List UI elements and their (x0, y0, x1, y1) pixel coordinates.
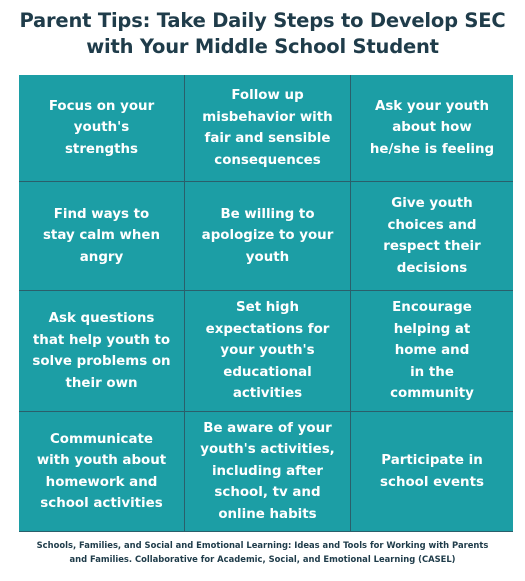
tip-text: Set high expectations for your youth's educational activities (205, 300, 330, 402)
tip-communicate (19, 412, 184, 531)
tips-grid (19, 75, 513, 532)
tip-follow-up-misbehavior (185, 75, 350, 181)
tip-text: Encourage helping at home and in the community (390, 300, 474, 402)
tip-text: Be willing to apologize to your youth (201, 206, 334, 265)
tip-text: Give youth choices and respect their decisions (383, 196, 481, 276)
tip-encourage-helping (351, 291, 513, 411)
tip-text: Be aware of your youth's activities, including after school, tv and online habits (200, 420, 335, 522)
tip-text: Follow up misbehavior with fair and sensible consequences (202, 88, 333, 168)
tip-focus-on-strengths (19, 75, 184, 181)
tip-ask-questions (19, 291, 184, 411)
tip-text: Communicate with youth about homework and school activities (36, 431, 167, 511)
tip-text: Participate in school events (380, 453, 484, 490)
citation-line-1: Schools, Families, and Social and Emotional Learning: Ideas and Tools for Working with Parents (36, 540, 489, 550)
tip-ask-about-feelings (351, 75, 513, 181)
tip-text: Focus on your youth's strengths (48, 98, 155, 157)
page-title (0, 8, 525, 60)
tip-text: Find ways to stay calm when angry (42, 206, 161, 265)
tip-be-aware (185, 412, 350, 531)
tip-stay-calm (19, 182, 184, 290)
tip-set-high-expectations (185, 291, 350, 411)
title-line-1: Parent Tips: Take Daily Steps to Develop SEC (19, 9, 506, 32)
tip-give-choices (351, 182, 513, 290)
title-line-2: with Your Middle School Student (86, 35, 439, 58)
citation-line-2: and Families. Collaborative for Academic, Social, and Emotional Learning (CASEL) (69, 554, 456, 564)
tip-apologize (185, 182, 350, 290)
citation (0, 538, 525, 566)
tip-text: Ask questions that help youth to solve problems on their own (32, 311, 171, 391)
tip-participate (351, 412, 513, 531)
tip-text: Ask your youth about how he/she is feeling (369, 98, 495, 157)
